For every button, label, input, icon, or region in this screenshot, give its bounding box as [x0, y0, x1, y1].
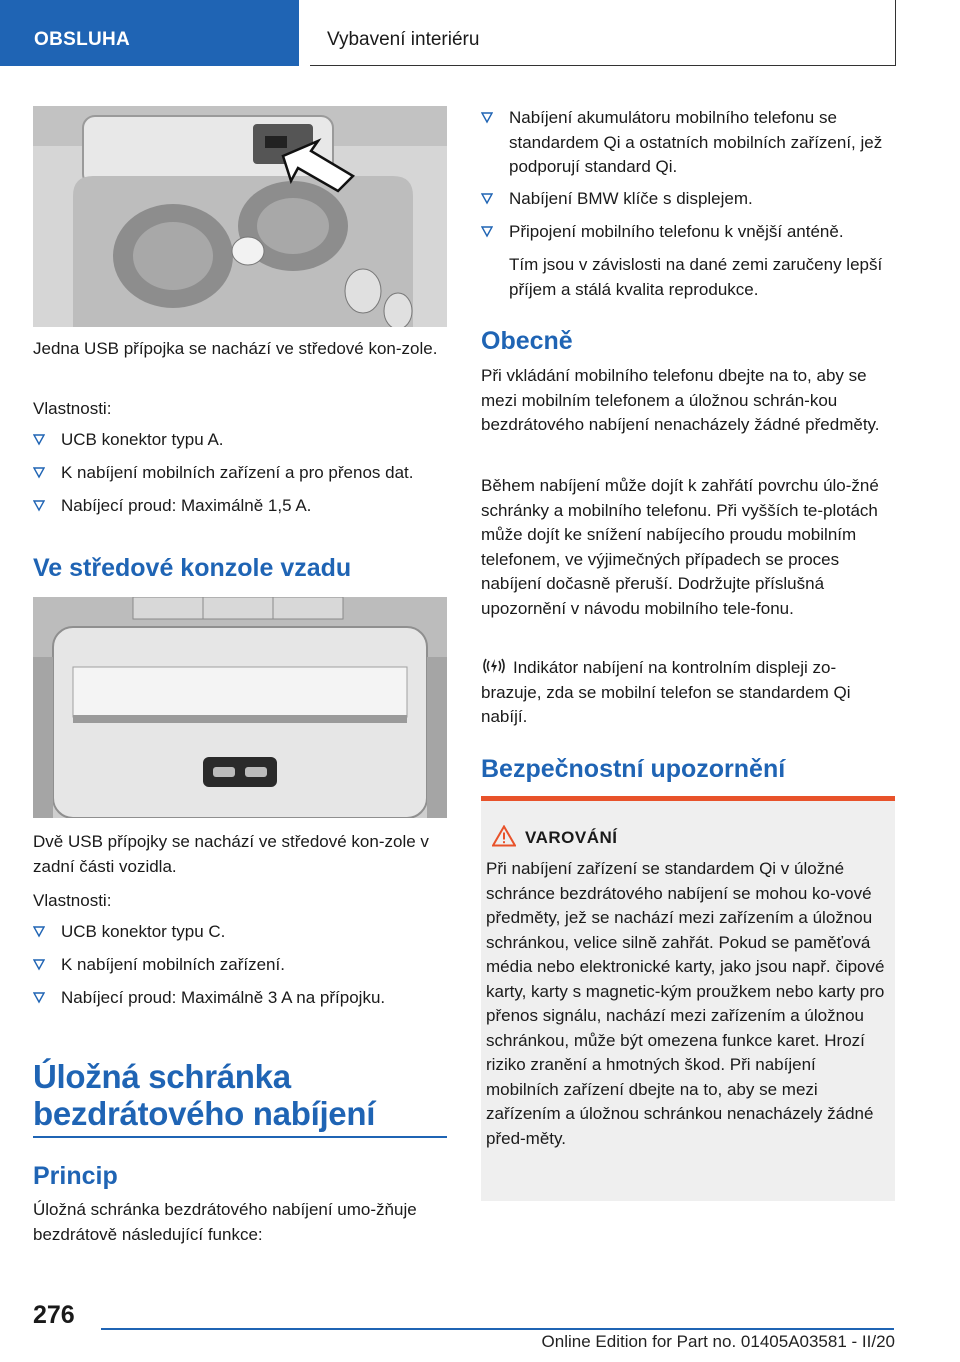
bullet-triangle-icon: [33, 926, 45, 938]
list-item: Nabíjecí proud: Maximálně 3 A na přípojku.: [33, 986, 453, 1011]
bullet-triangle-icon: [33, 467, 45, 479]
list-item: UCB konektor typu C.: [33, 920, 447, 945]
list-item: UCB konektor typu A.: [33, 428, 447, 453]
bullet-triangle-icon: [481, 112, 493, 124]
function-note: Tím jsou v závislosti na dané zemi zaručeny lepší příjem a stálá kvalita reprodukce.: [509, 255, 883, 299]
warning-text: Při nabíjení zařízení se standardem Qi v úložné schránce bezdrátového nabíjení se mohou ko-vové předměty, jež se nachází mezi zařízením a úložnou schránkou, velice silně zahřát. Pokud se paměťová média nebo elektronické karty, jako jsou např. čipové karty, karty s magnetic-kým proužkem nebo karty pro přenos signálu, nachází mezi zařízením a úložnou schránkou, může být omezena funkce karet. Hrozí riziko zranění a hmotných škod. Při nabíjení mobilních zařízení dbejte na to, aby se mezi zařízením a úložnou schránkou nenacházely žádné před-měty.: [486, 859, 885, 1148]
props-label: Vlastnosti:: [33, 891, 112, 910]
section-tab[interactable]: OBSLUHA: [0, 0, 299, 66]
warning-box: [481, 796, 895, 1201]
heading-general: Obecně: [481, 327, 573, 355]
wireless-charging-icon: [481, 656, 507, 676]
footer-rule: [101, 1328, 894, 1330]
usb-rear-photo: [33, 597, 447, 818]
usb-front-text: Jedna USB přípojka se nachází ve středové kon-zole.: [33, 339, 438, 358]
bullet-triangle-icon: [481, 226, 493, 238]
page-header: [0, 0, 960, 66]
list-item: K nabíjení mobilních zařízení a pro přenos dat.: [33, 461, 453, 486]
heading-rule: [33, 1136, 447, 1138]
heading-wireless-tray: Úložná schránka bezdrátového nabíjení: [33, 1058, 376, 1132]
heading-principle: Princip: [33, 1162, 118, 1190]
props-label: Vlastnosti:: [33, 399, 112, 418]
heading-safety: Bezpečnostní upozornění: [481, 755, 786, 783]
bullet-triangle-icon: [481, 193, 493, 205]
general-text-1: Při vkládání mobilního telefonu dbejte na to, aby se mezi mobilním telefonem a úložnou schrán-kou bezdrátového nabíjení nenacházely žádné předměty.: [481, 366, 880, 434]
list-item: K nabíjení mobilních zařízení.: [33, 953, 447, 978]
general-text-2: Během nabíjení může dojít k zahřátí povrchu úlo-žné schránky a mobilního telefonu. Při vyšších te-plotách může dojít ke snížení nabíjecího proudu mobilním telefonem, ve výjimečných případech se proces nabíjení dočasně přeruší. Dodržujte příslušná upozornění v návodu mobilního tele-fonu.: [481, 476, 879, 618]
chapter-title: Vybavení interiéru: [310, 0, 896, 66]
bullet-triangle-icon: [33, 959, 45, 971]
page-number: 276: [33, 1301, 75, 1329]
general-text-3: Indikátor nabíjení na kontrolním displeji zo-brazuje, zda se mobilní telefon se standardem Qi nabíjí.: [481, 658, 851, 726]
list-item: Nabíjení BMW klíče s displejem.: [481, 187, 895, 212]
footer-edition: Online Edition for Part no. 01405A03581 - II/20: [541, 1332, 895, 1351]
list-item: Nabíjecí proud: Maximálně 1,5 A.: [33, 494, 447, 519]
usb-rear-text: Dvě USB přípojky se nachází ve středové kon-zole v zadní části vozidla.: [33, 832, 429, 876]
usb-front-photo: [33, 106, 447, 327]
list-item: Připojení mobilního telefonu k vnější anténě.: [481, 220, 895, 245]
warning-title: VAROVÁNÍ: [525, 828, 618, 847]
heading-rear-console: Ve středové konzole vzadu: [33, 554, 352, 582]
warning-triangle-icon: [492, 825, 516, 847]
list-item: Nabíjení akumulátoru mobilního telefonu se standardem Qi a ostatních mobilních zařízení, jež podporují standard Qi.: [481, 106, 895, 180]
principle-text: Úložná schránka bezdrátového nabíjení umo-žňuje bezdrátově následující funkce:: [33, 1200, 417, 1244]
bullet-triangle-icon: [33, 434, 45, 446]
bullet-triangle-icon: [33, 500, 45, 512]
bullet-triangle-icon: [33, 992, 45, 1004]
